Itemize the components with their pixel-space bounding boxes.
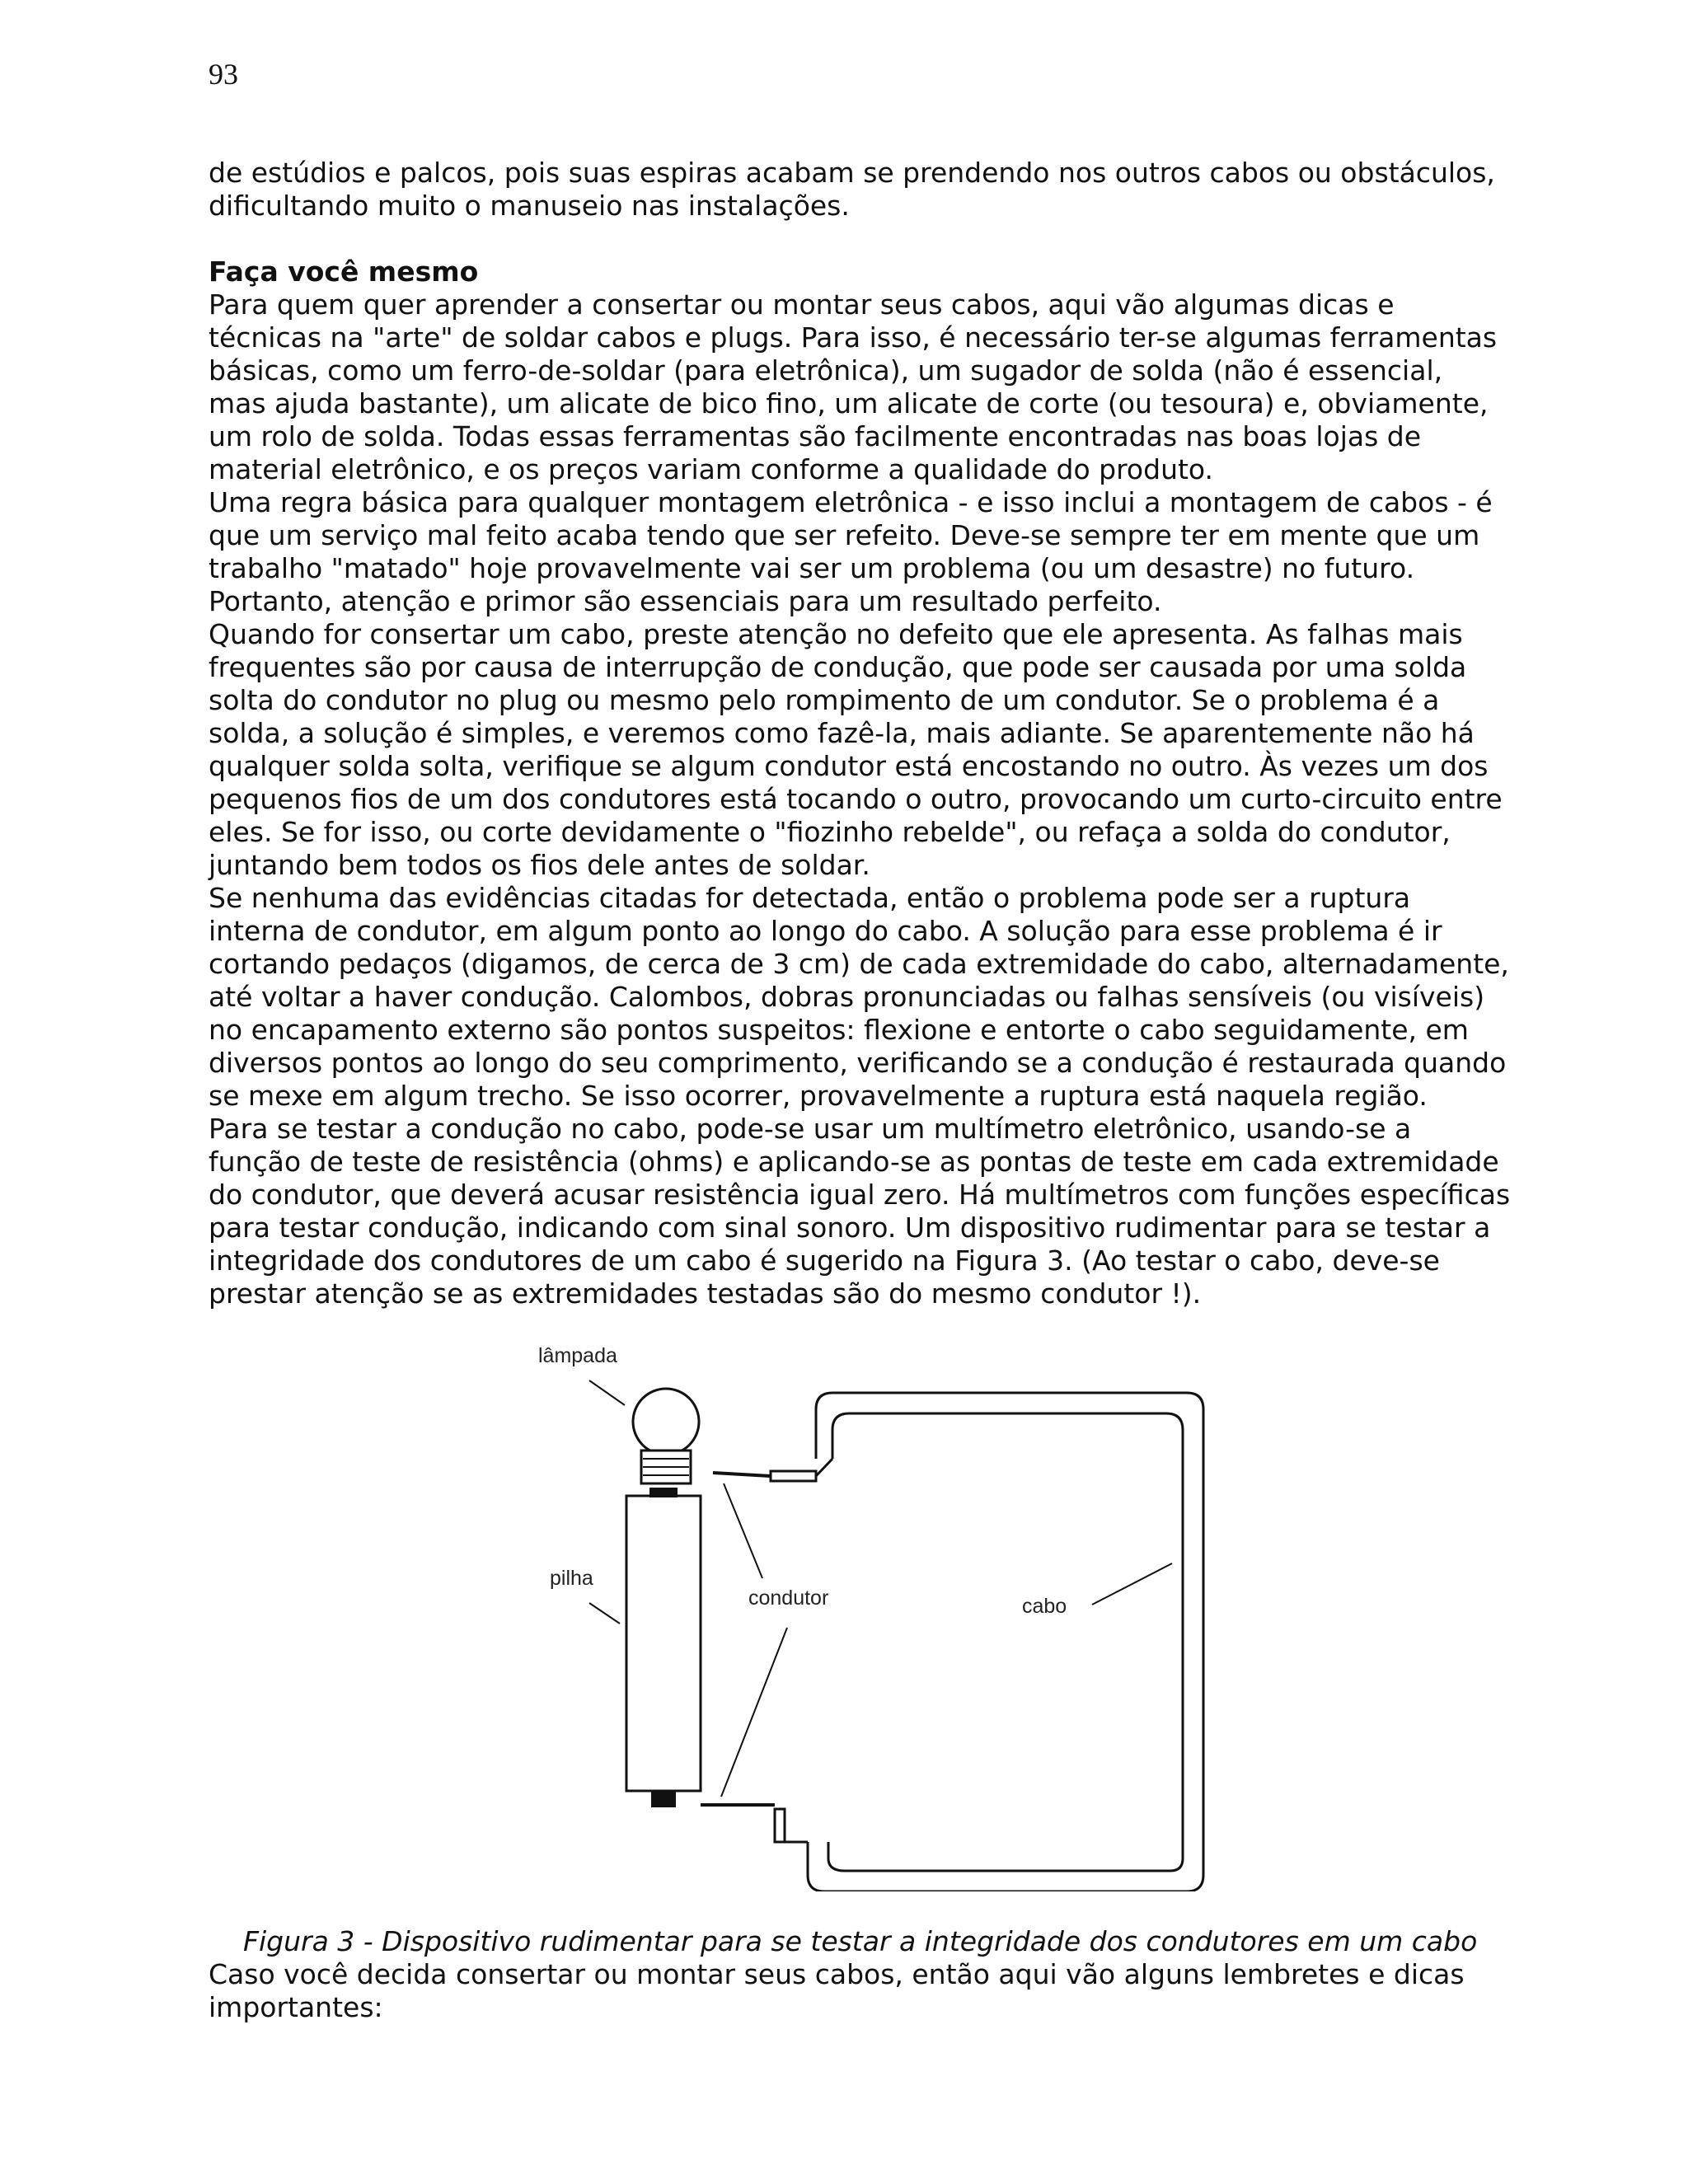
text-line: importantes:	[209, 1991, 383, 2023]
leader-lamp	[589, 1380, 625, 1405]
bottom-plug	[775, 1809, 785, 1842]
text-line: função de teste de resistência (ohms) e aplicando-se as pontas de teste em cada extremidade	[209, 1146, 1499, 1178]
text-line: básicas, como um ferro-de-soldar (para eletrônica), um sugador de solda (não é essencial,	[209, 354, 1443, 387]
text-line: técnicas na "arte" de soldar cabos e plugs. Para isso, é necessário ter-se algumas ferramentas	[209, 321, 1498, 354]
lamp-bulb	[633, 1389, 699, 1455]
text-line: Para se testar a condução no cabo, pode-se usar um multímetro eletrônico, usando-se a	[209, 1113, 1412, 1145]
page-number: 93	[209, 58, 238, 91]
text-line: que um serviço mal feito acaba tendo que ser refeito. Deve-se sempre ter em mente que um	[209, 519, 1480, 551]
text-line: eles. Se for isso, ou corte devidamente o "fiozinho rebelde", ou refaça a solda do condutor,	[209, 816, 1451, 848]
text-line: para testar condução, indicando com sinal sonoro. Um dispositivo rudimentar para se testar a	[209, 1212, 1491, 1244]
top-plug	[771, 1471, 816, 1481]
text-line: um rolo de solda. Todas essas ferramentas são facilmente encontradas nas boas lojas de	[209, 420, 1422, 452]
text-line: material eletrônico, e os preços variam conforme a qualidade do produto.	[209, 453, 1214, 485]
battery-terminal-top	[649, 1488, 678, 1497]
closing-paragraph	[209, 1958, 1544, 2024]
text-line: Para quem quer aprender a consertar ou montar seus cabos, aqui vão algumas dicas e	[209, 288, 1395, 321]
figure-3-diagram	[528, 1331, 1220, 1891]
leader-conductor-top	[724, 1483, 762, 1578]
text-line: Caso você decida consertar ou montar seus cabos, então aqui vão alguns lembretes e dicas	[209, 1958, 1465, 1990]
text-line: trabalho "matado" hoje provavelmente vai ser um problema (ou um desastre) no futuro.	[209, 552, 1415, 584]
text-line: no encapamento externo são pontos suspeitos: flexione e entorte o cabo seguidamente, em	[209, 1014, 1469, 1046]
text-line: dificultando muito o manuseio nas instalações.	[209, 190, 850, 222]
cable-inner-outline	[828, 1413, 1183, 1871]
text-line: Portanto, atenção e primor são essenciais para um resultado perfeito.	[209, 585, 1162, 617]
text-line: cortando pedaços (digamos, de cerca de 3 cm) de cada extremidade do cabo, alternadamente,	[209, 948, 1509, 980]
text-line: qualquer solda solta, verifique se algum condutor está encostando no outro. Às vezes um dos	[209, 750, 1489, 782]
text-line: solda, a solução é simples, e veremos como fazê-la, mais adiante. Se aparentemente não há	[209, 717, 1475, 749]
text-line: mas ajuda bastante), um alicate de bico fino, um alicate de corte (ou tesoura) e, obviamente,	[209, 387, 1489, 419]
text-line: até voltar a haver condução. Calombos, dobras pronunciadas ou falhas sensíveis (ou visíveis)	[209, 981, 1485, 1013]
leader-battery	[589, 1603, 620, 1624]
text-line: solta do condutor no plug ou mesmo pelo rompimento de um condutor. Se o problema é a	[209, 684, 1440, 716]
text-line: prestar atenção se as extremidades testadas são do mesmo condutor !).	[209, 1277, 1202, 1310]
body-text	[209, 288, 1544, 1310]
top-plug-neck	[816, 1459, 832, 1476]
label-lamp: lâmpada	[538, 1344, 617, 1367]
text-line: se mexe em algum trecho. Se isso ocorrer, provavelmente a ruptura está naquela região.	[209, 1080, 1428, 1112]
leader-cable	[1092, 1563, 1172, 1605]
text-line: Se nenhuma das evidências citadas for detectada, então o problema pode ser a ruptura	[209, 882, 1411, 914]
label-cable: cabo	[1022, 1595, 1067, 1618]
text-line: interna de condutor, em algum ponto ao longo do cabo. A solução para esse problema é ir	[209, 915, 1442, 947]
text-line: frequentes são por causa de interrupção de condução, que pode ser causada por uma solda	[209, 651, 1467, 683]
figure-caption: Figura 3 - Dispositivo rudimentar para se testar a integridade dos condutores em um cabo	[243, 1925, 1478, 1957]
text-line: Uma regra básica para qualquer montagem eletrônica - e isso inclui a montagem de cabos - é	[209, 486, 1493, 518]
text-line: Quando for consertar um cabo, preste atenção no defeito que ele apresenta. As falhas mais	[209, 618, 1463, 650]
section-heading: Faça você mesmo	[209, 255, 479, 288]
battery	[626, 1496, 701, 1791]
leader-conductor-bottom	[721, 1628, 787, 1797]
battery-terminal-bottom	[651, 1791, 676, 1807]
intro-paragraph	[209, 157, 1544, 223]
text-line: pequenos fios de um dos condutores está tocando o outro, provocando um curto-circuito entre	[209, 783, 1503, 815]
text-line: integridade dos condutores de um cabo é sugerido na Figura 3. (Ao testar o cabo, deve-se	[209, 1244, 1440, 1277]
circuit-diagram	[528, 1331, 1220, 1891]
label-battery: pilha	[550, 1567, 593, 1590]
text-line: juntando bem todos os fios dele antes de soldar.	[209, 849, 870, 881]
text-line: diversos pontos ao longo do seu comprimento, verificando se a condução é restaurada quando	[209, 1047, 1507, 1079]
text-line: do condutor, que deverá acusar resistência igual zero. Há multímetros com funções específicas	[209, 1179, 1511, 1211]
top-wire	[713, 1473, 771, 1476]
cable-outer-outline	[808, 1393, 1203, 1891]
label-conductor: condutor	[748, 1586, 829, 1610]
text-line: de estúdios e palcos, pois suas espiras acabam se prendendo nos outros cabos ou obstáculos,	[209, 157, 1495, 189]
